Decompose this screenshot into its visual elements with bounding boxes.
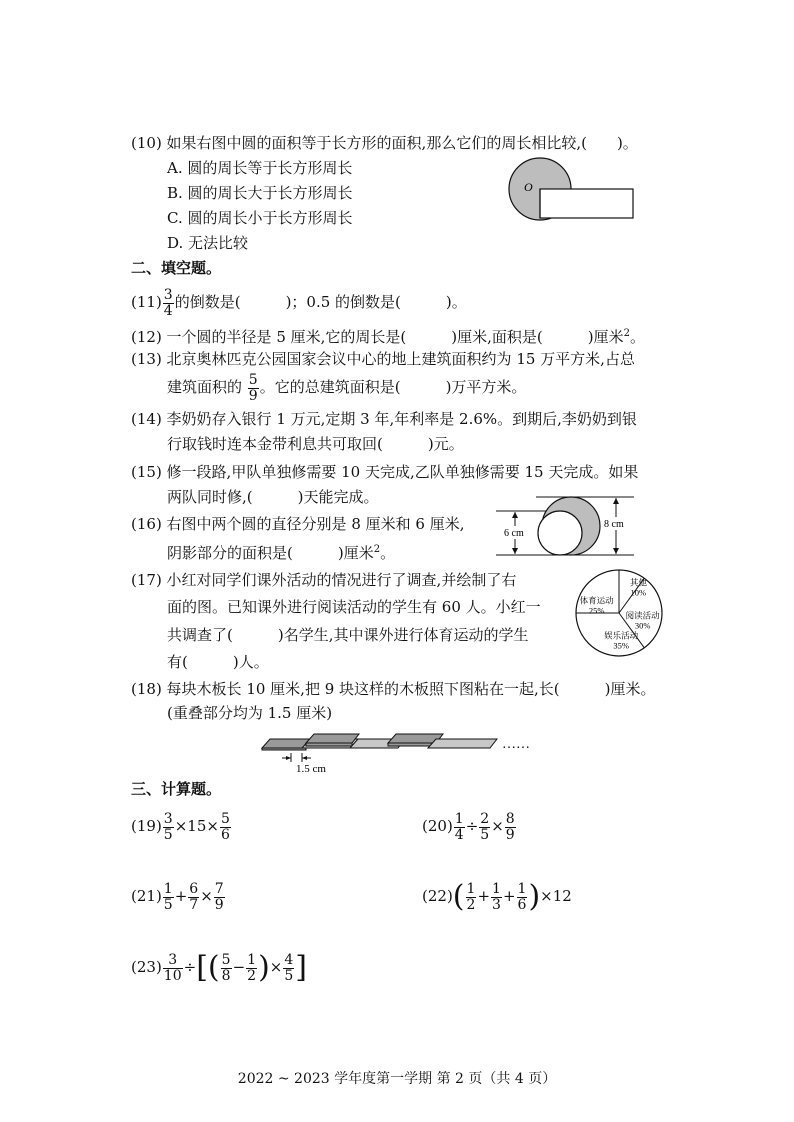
q17-line4: 有( )人。 bbox=[167, 653, 269, 671]
center-o-label: O bbox=[524, 180, 533, 194]
section-2-title: 二、填空题。 bbox=[131, 259, 222, 277]
page-footer: 2022 ~ 2023 学年度第一学期 第 2 页（共 4 页） bbox=[237, 1071, 557, 1087]
q18-line1: (18) 每块木板长 10 厘米,把 9 块这样的木板照下图粘在一起,长( )厘米。 bbox=[131, 680, 656, 698]
q13-line1: (13) 北京奥林匹克公园国家会议中心的地上建筑面积约为 15 万平方米,占总 bbox=[131, 350, 635, 368]
q19: (19) $\frac{3}{5}$ ×15× $\frac{5}{6}$ bbox=[131, 810, 230, 843]
overlap-1-5cm-label: 1.5 cm bbox=[296, 763, 326, 775]
q17-pie-chart bbox=[568, 567, 670, 659]
q14-line1: (14) 李奶奶存入银行 1 万元,定期 3 年,年利率是 2.6%。到期后,李奶奶到银 bbox=[131, 410, 637, 428]
pie-slice-percent: 25% bbox=[588, 605, 605, 616]
q16-two-circles-figure bbox=[496, 492, 636, 558]
q11: (11) $\frac{3}{4}$ 的倒数是( )；0.5 的倒数是( )。 bbox=[131, 286, 467, 319]
pie-slice-label: 阅读活动 bbox=[625, 610, 660, 621]
q10-option-a: A. 圆的周长等于长方形周长 bbox=[167, 159, 353, 177]
pie-slice-percent: 30% bbox=[634, 620, 651, 631]
pie-slice-label: 娱乐活动 bbox=[604, 630, 639, 641]
q10-option-d: D. 无法比较 bbox=[167, 234, 249, 252]
q10-option-b: B. 圆的周长大于长方形周长 bbox=[167, 184, 353, 202]
q15-line2: 两队同时修,( )天能完成。 bbox=[167, 488, 379, 506]
q12: (12) 一个圆的半径是 5 厘米,它的周长是( )厘米,面积是( )厘米$^2$。 bbox=[131, 328, 645, 346]
q10-stem: (10) 如果右图中圆的面积等于长方形的面积,那么它们的周长相比较,( )。 bbox=[131, 134, 638, 152]
q21: (21) $\frac{1}{5}$ + $\frac{6}{7}$ × $\frac{7}{9}$ bbox=[131, 880, 224, 913]
pie-slice-percent: 10% bbox=[630, 587, 647, 598]
pie-slice-label: 体育运动 bbox=[579, 595, 614, 606]
q15-line1: (15) 修一段路,甲队单独修需要 10 天完成,乙队单独修需要 15 天完成。如果 bbox=[131, 463, 639, 481]
label-6cm: 6 cm bbox=[504, 528, 524, 539]
q16-line1: (16) 右图中两个圆的直径分别是 8 厘米和 6 厘米, bbox=[131, 515, 465, 533]
q20: (20) $\frac{1}{4}$ ÷ $\frac{2}{5}$ × $\frac{8}{9}$ bbox=[422, 810, 515, 843]
q17-line2: 面的图。已知课外进行阅读活动的学生有 60 人。小红一 bbox=[167, 598, 541, 616]
continuation-dots: …… bbox=[502, 737, 530, 752]
q17-line3: 共调查了( )名学生,其中课外进行体育运动的学生 bbox=[167, 626, 529, 644]
q18-boards-figure bbox=[258, 726, 548, 776]
q14-line2: 行取钱时连本金带利息共可取回( )元。 bbox=[167, 435, 464, 453]
q13-line2: 建筑面积的 $\frac{5}{9}$ 。它的总建筑面积是( )万平方米。 bbox=[167, 371, 527, 404]
q10-option-c: C. 圆的周长小于长方形周长 bbox=[167, 209, 353, 227]
q11-fraction: $\frac{3}{4}$ bbox=[163, 286, 173, 319]
q16-line2: 阴影部分的面积是( )厘米$^2$。 bbox=[167, 544, 396, 562]
pie-slice-percent: 35% bbox=[613, 640, 629, 651]
label-8cm: 8 cm bbox=[604, 519, 624, 530]
q18-line2: (重叠部分均为 1.5 厘米) bbox=[167, 704, 333, 722]
q10-circle-rectangle-figure bbox=[505, 154, 640, 226]
q13-fraction: $\frac{5}{9}$ bbox=[248, 371, 258, 404]
q22: (22)( $\frac{1}{2}$ + $\frac{1}{3}$ + $\frac{1}{6}$ )×12 bbox=[422, 879, 572, 914]
pie-slice-label: 其他 bbox=[629, 577, 647, 588]
q23: (23) $\frac{3}{10}$ ÷[( $\frac{5}{8}$ − $\frac{1}{2}$ )× $\frac{4}{5}$ ] bbox=[131, 950, 307, 985]
section-3-title: 三、计算题。 bbox=[131, 780, 222, 798]
q17-line1: (17) 小红对同学们课外活动的情况进行了调查,并绘制了右 bbox=[131, 571, 517, 589]
